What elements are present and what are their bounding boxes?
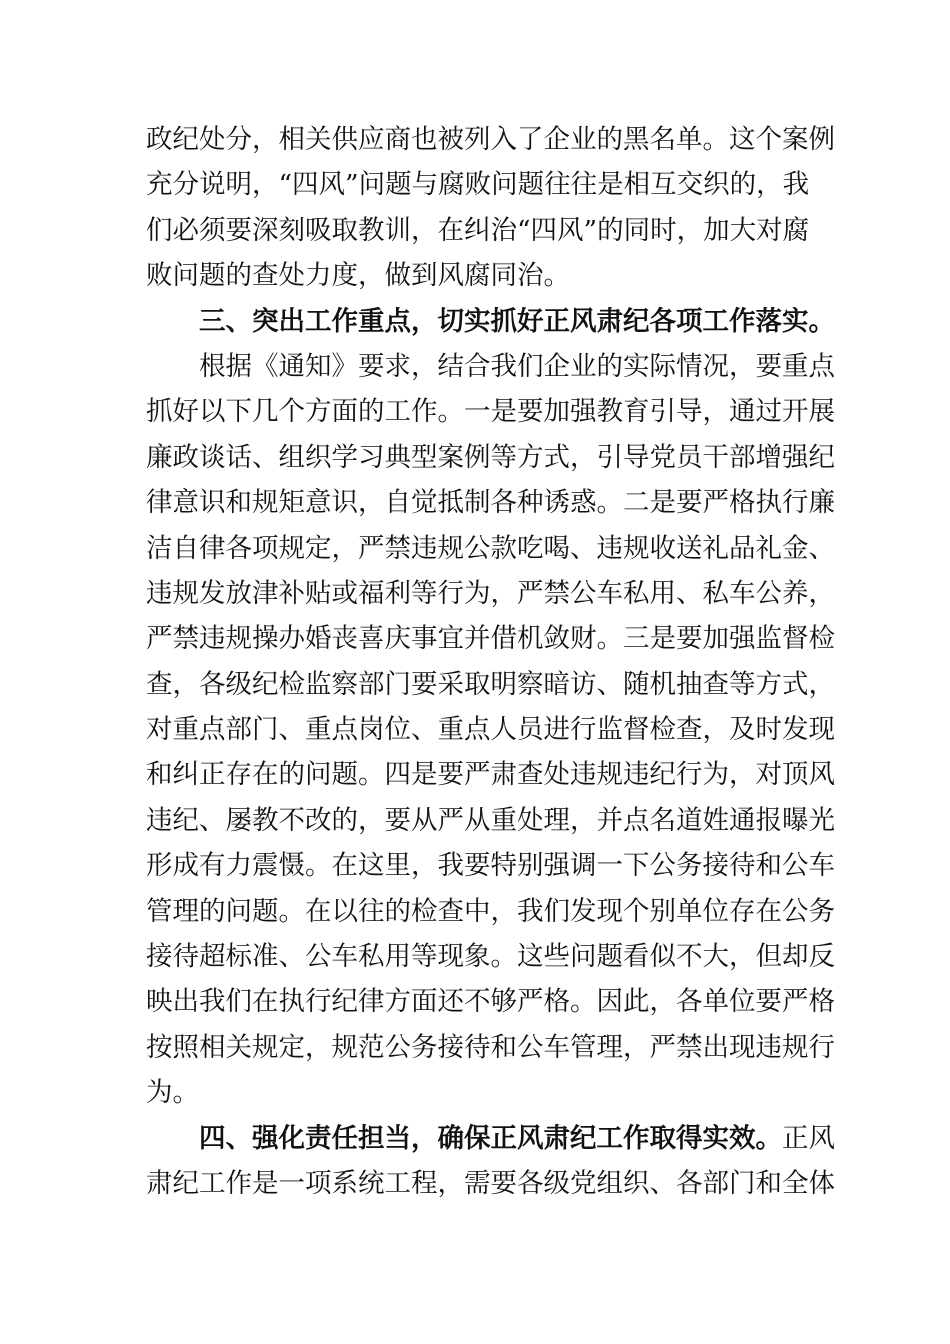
section-heading-4: 四、强化责任担当，确保正风肃纪工作取得实效。 [199, 1122, 782, 1154]
section-heading-3: 三、突出工作重点，切实抓好正风肃纪各项工作落实。 [199, 305, 835, 337]
text-line: 败问题的查处力度，做到风腐同治。 [146, 260, 570, 292]
text-line: 查，各级纪检监察部门要采取明察暗访、随机抽查等方式， [146, 668, 835, 700]
text-line: 和纠正存在的问题。四是要严肃查处违规违纪行为，对顶风 [146, 759, 835, 791]
text-line: 形成有力震慑。在这里，我要特别强调一下公务接待和公车 [146, 850, 835, 882]
text-line: 对重点部门、重点岗位、重点人员进行监督检查，及时发现 [146, 714, 835, 746]
text-line: 政纪处分，相关供应商也被列入了企业的黑名单。这个案例 [146, 124, 835, 155]
text-line: 充分说明，“四风”问题与腐败问题往往是相互交织的，我 [146, 169, 810, 201]
text-line: 肃纪工作是一项系统工程，需要各级党组织、各部门和全体 [146, 1167, 835, 1199]
text-line: 映出我们在执行纪律方面还不够严格。因此，各单位要严格 [146, 986, 835, 1018]
text-line: 为。 [146, 1077, 199, 1109]
paragraph-3 [146, 1161, 835, 1206]
text-line: 律意识和规矩意识，自觉抵制各种诱惑。二是要严格执行廉 [146, 487, 835, 519]
text-line: 洁自律各项规定，严禁违规公款吃喝、违规收送礼品礼金、 [146, 532, 835, 564]
text-line: 廉政谈话、组织学习典型案例等方式，引导党员干部增强纪 [146, 441, 835, 473]
text-line: 违规发放津补贴或福利等行为，严禁公车私用、私车公养， [146, 577, 835, 609]
text-line: 按照相关规定，规范公务接待和公车管理，严禁出现违规行 [146, 1031, 835, 1063]
text-line: 违纪、屡教不改的，要从严从重处理，并点名道姓通报曝光 [146, 804, 835, 836]
text-line: 严禁违规操办婚丧喜庆事宜并借机敛财。三是要加强监督检 [146, 623, 835, 655]
text-line: 管理的问题。在以往的检查中，我们发现个别单位存在公务 [146, 895, 835, 927]
document-page [146, 117, 835, 1206]
text-line: 接待超标准、公车私用等现象。这些问题看似不大，但却反 [146, 941, 835, 973]
text-line: 根据《通知》要求，结合我们企业的实际情况，要重点 [199, 350, 835, 382]
section-heading-4-line [146, 1116, 835, 1161]
paragraph-2 [146, 344, 835, 1116]
text-line: 们必须要深刻吸取教训，在纠治“四风”的同时，加大对腐 [146, 214, 810, 246]
text-line: 抓好以下几个方面的工作。一是要加强教育引导，通过开展 [146, 396, 835, 428]
heading-4-continuation: 正风 [782, 1122, 835, 1154]
paragraph-1 [146, 117, 835, 299]
